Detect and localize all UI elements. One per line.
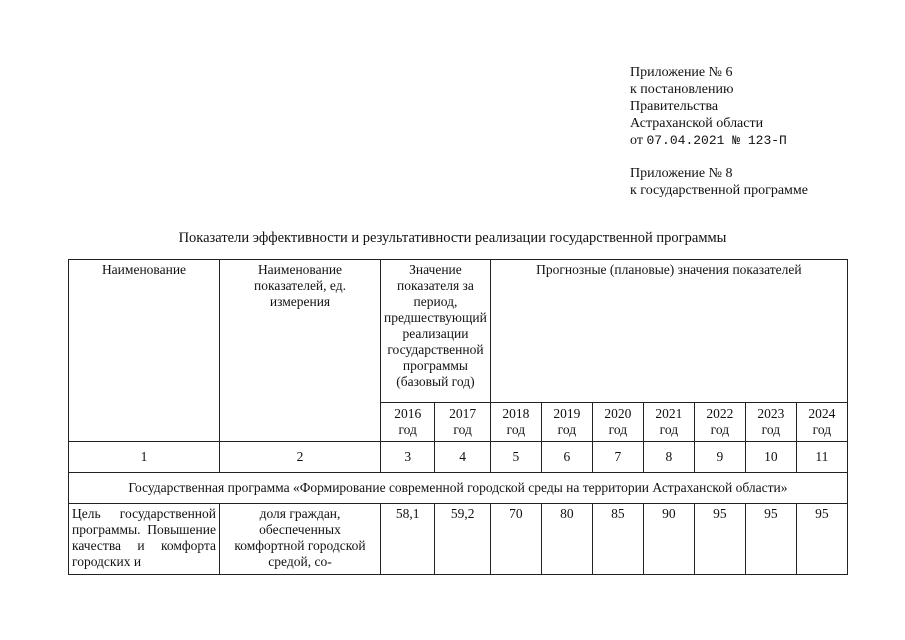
column-number: 9 [694, 442, 745, 473]
column-number: 5 [490, 442, 541, 473]
appendix-date-prefix: от [630, 133, 643, 148]
year-cell: 2018 год [490, 403, 541, 442]
column-number: 11 [796, 442, 847, 473]
appendix-line: Астраханской области [630, 116, 764, 131]
value-cell: 70 [490, 504, 541, 575]
column-number: 6 [541, 442, 592, 473]
appendix-line: к постановлению [630, 82, 734, 97]
column-number: 4 [435, 442, 490, 473]
value-cell: 58,1 [381, 504, 435, 575]
appendix-line: Правительства [630, 99, 719, 114]
appendix-date-stamp: 07.04.2021 № 123-П [646, 133, 787, 148]
header-forecast: Прогнозные (плановые) значения показателей [490, 260, 847, 403]
header-name: Наименование [69, 260, 220, 442]
year-cell: 2024 год [796, 403, 847, 442]
appendix-date-line [630, 132, 808, 149]
year-cell: 2021 год [643, 403, 694, 442]
column-number: 10 [745, 442, 796, 473]
year-cell: 2022 год [694, 403, 745, 442]
year-cell: 2016 год [381, 403, 435, 442]
value-cell: 95 [745, 504, 796, 575]
indicator-cell: доля граждан, обеспеченных комфортной городской средой, со- [220, 504, 381, 575]
appendix-line: Приложение № 8 [630, 166, 733, 181]
column-number: 3 [381, 442, 435, 473]
column-number: 1 [69, 442, 220, 473]
table-row [69, 504, 848, 575]
year-cell: 2020 год [592, 403, 643, 442]
value-cell: 90 [643, 504, 694, 575]
year-cell: 2017 год [435, 403, 490, 442]
appendix-block [630, 64, 808, 199]
year-cell: 2023 год [745, 403, 796, 442]
value-cell: 85 [592, 504, 643, 575]
value-cell: 80 [541, 504, 592, 575]
year-cell: 2019 год [541, 403, 592, 442]
program-title: Государственная программа «Формирование современной городской среды на территории Астраханской области» [69, 473, 848, 504]
goal-cell: Цель государственной программы. Повышение качества и комфорта городских и [69, 504, 220, 575]
appendix-line: Приложение № 6 [630, 65, 733, 80]
header-row [69, 260, 848, 403]
value-cell: 95 [694, 504, 745, 575]
value-cell: 95 [796, 504, 847, 575]
indicators-table [68, 259, 848, 575]
column-numbers-row [69, 442, 848, 473]
document-title: Показатели эффективности и результативности реализации государственной программы [178, 230, 727, 246]
appendix-line: к государственной программе [630, 183, 808, 198]
column-number: 8 [643, 442, 694, 473]
column-number: 2 [220, 442, 381, 473]
header-base: Значение показателя за период, предшествующий реализации государственной программы (базовый год) [381, 260, 491, 403]
header-indicator: Наименование показателей, ед. измерения [220, 260, 381, 442]
program-row [69, 473, 848, 504]
value-cell: 59,2 [435, 504, 490, 575]
column-number: 7 [592, 442, 643, 473]
